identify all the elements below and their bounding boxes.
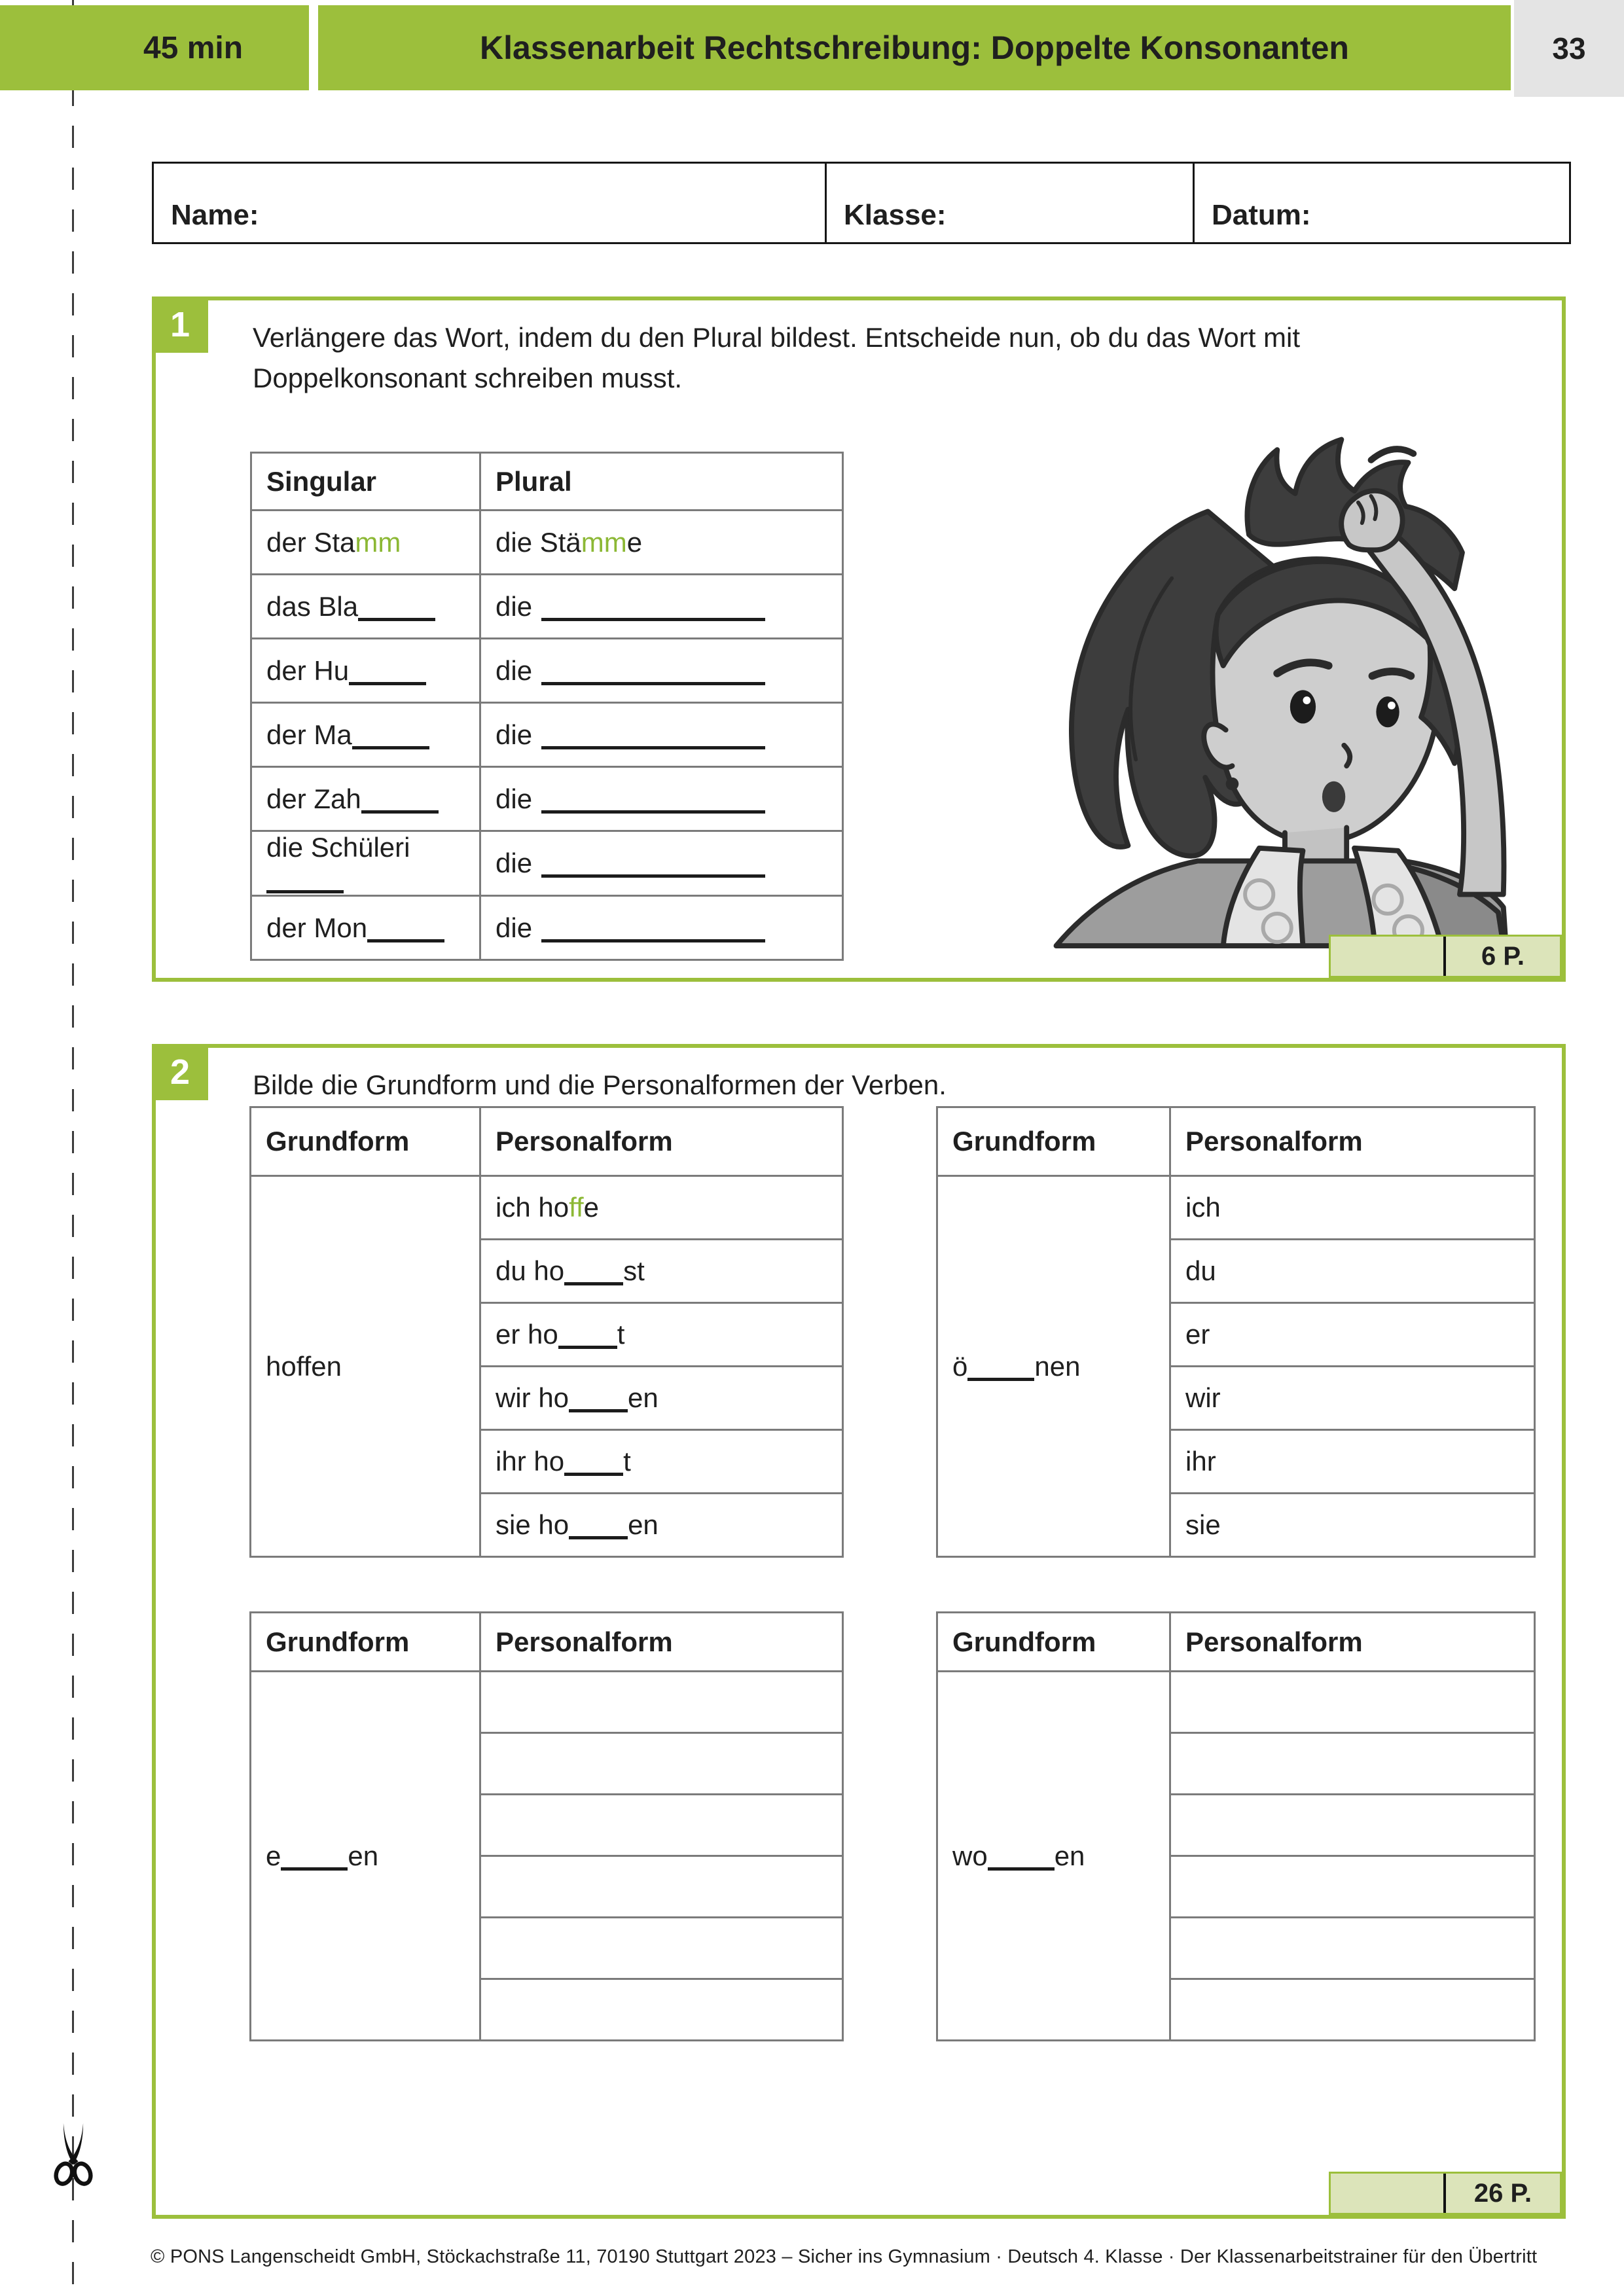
grundform-cell: hoffen <box>251 1176 480 1557</box>
table-row: der Ma die <box>251 703 843 767</box>
name-field[interactable] <box>154 164 827 242</box>
table-row: wir <box>937 1367 1535 1430</box>
score-entry-cell[interactable] <box>1331 2174 1446 2213</box>
fill-blank[interactable] <box>349 682 426 685</box>
verb-table-hoffen <box>249 1106 844 1558</box>
fill-blank[interactable] <box>541 746 765 749</box>
task-1-instruction: Verlängere das Wort, indem du den Plural bildest. Entscheide nun, ob du das Wort mit Doppelkonsonant schreiben musst. <box>253 322 1301 393</box>
table-row: der Hu die <box>251 639 843 703</box>
fill-blank[interactable] <box>541 618 765 621</box>
task-2-number: 2 <box>170 1052 190 1092</box>
table-row: sie <box>937 1494 1535 1557</box>
table-row <box>937 1672 1535 1733</box>
table-row: er <box>937 1303 1535 1367</box>
empty-answer-cell[interactable] <box>480 1795 843 1856</box>
empty-answer-cell[interactable] <box>1170 1856 1535 1918</box>
table-row: der Mon die <box>251 896 843 960</box>
copyright-footer: © PONS Langenscheidt GmbH, Stöckachstraße 11, 70190 Stuttgart 2023 – Sicher ins Gymnasium · Deutsch 4. Klasse · Der Klassenarbeitstrainer für den Übertritt <box>151 2246 1538 2267</box>
table-header-row <box>251 453 843 511</box>
table-row: du <box>937 1240 1535 1303</box>
table-header-row <box>251 1107 843 1176</box>
table-row: ihr <box>937 1430 1535 1494</box>
page-title-bar <box>318 5 1511 90</box>
table-row: hoffen ich hoffe <box>251 1176 843 1240</box>
empty-answer-cell[interactable] <box>1170 1979 1535 2041</box>
task-1-number-badge <box>152 296 208 353</box>
task-2-instruction: Bilde die Grundform und die Personalformen der Verben. <box>253 1069 947 1100</box>
student-info-table <box>152 162 1571 244</box>
fill-blank[interactable] <box>352 746 429 749</box>
duration-box <box>0 5 309 90</box>
grundform-header: Grundform <box>251 1613 480 1672</box>
grundform-cell: ö nen <box>937 1176 1170 1557</box>
fill-blank[interactable] <box>361 810 439 814</box>
empty-answer-cell[interactable] <box>480 1733 843 1795</box>
table-header-row <box>937 1107 1535 1176</box>
personalform-header: Personalform <box>1170 1107 1535 1176</box>
empty-answer-cell[interactable] <box>1170 1918 1535 1979</box>
grundform-header: Grundform <box>937 1613 1170 1672</box>
fill-blank[interactable] <box>569 1536 628 1539</box>
table-row: wir ho en <box>251 1367 843 1430</box>
empty-answer-cell[interactable] <box>1170 1795 1535 1856</box>
fill-blank[interactable] <box>281 1867 348 1871</box>
name-label: Name: <box>171 199 259 231</box>
table-row: er ho t <box>251 1303 843 1367</box>
klasse-field[interactable] <box>827 164 1195 242</box>
personalform-header: Personalform <box>1170 1613 1535 1672</box>
table-row: sie ho en <box>251 1494 843 1557</box>
klasse-label: Klasse: <box>844 199 947 231</box>
singular-plural-table <box>250 452 844 961</box>
grundform-header: Grundform <box>251 1107 480 1176</box>
empty-answer-cell[interactable] <box>480 1979 843 2041</box>
empty-answer-cell[interactable] <box>480 1856 843 1918</box>
task-2-points-box <box>1329 2172 1562 2215</box>
verb-table-essen <box>249 1611 844 2041</box>
fill-blank[interactable] <box>266 890 344 893</box>
fill-blank[interactable] <box>367 939 444 942</box>
fill-blank[interactable] <box>358 618 435 621</box>
table-row: das Bla die <box>251 575 843 639</box>
datum-field[interactable] <box>1195 164 1569 242</box>
duration-label: 45 min <box>143 30 244 65</box>
task-1-box <box>152 296 1566 982</box>
fill-blank[interactable] <box>558 1346 617 1349</box>
page-number: 33 <box>1552 31 1586 65</box>
fill-blank[interactable] <box>564 1473 623 1476</box>
table-row: ö nen ich <box>937 1176 1535 1240</box>
singular-header: Singular <box>251 453 480 511</box>
table-header-row <box>251 1613 843 1672</box>
girl-illustration <box>977 422 1521 948</box>
table-row: ihr ho t <box>251 1430 843 1494</box>
task-2-number-badge <box>152 1044 208 1100</box>
plural-header: Plural <box>480 453 843 511</box>
table-row: die Schüleri die <box>251 831 843 896</box>
task-1-number: 1 <box>170 305 190 344</box>
datum-label: Datum: <box>1212 199 1311 231</box>
table-row: du ho st <box>251 1240 843 1303</box>
fill-blank[interactable] <box>569 1409 628 1412</box>
table-row-example: der Stamm die Stämme <box>251 511 843 575</box>
fill-blank[interactable] <box>541 682 765 685</box>
highlighted-consonants: mm <box>581 526 627 558</box>
empty-answer-cell[interactable] <box>1170 1672 1535 1733</box>
page-number-box <box>1514 0 1624 97</box>
task-1-points-box <box>1329 935 1562 978</box>
cut-line <box>72 0 74 2296</box>
grundform-cell: e en <box>251 1672 480 2041</box>
personalform-header: Personalform <box>480 1107 843 1176</box>
table-header-row <box>937 1613 1535 1672</box>
points-total: 26 P. <box>1473 2178 1532 2208</box>
empty-answer-cell[interactable] <box>480 1672 843 1733</box>
grundform-cell: wo en <box>937 1672 1170 2041</box>
verb-table-wollen <box>936 1611 1536 2041</box>
empty-answer-cell[interactable] <box>1170 1733 1535 1795</box>
highlighted-consonants: mm <box>355 526 401 558</box>
empty-answer-cell[interactable] <box>480 1918 843 1979</box>
fill-blank[interactable] <box>564 1282 623 1285</box>
scissors-icon <box>48 2122 98 2186</box>
fill-blank[interactable] <box>541 939 765 942</box>
grundform-header: Grundform <box>937 1107 1170 1176</box>
verb-table-oeffnen <box>936 1106 1536 1558</box>
fill-blank[interactable] <box>988 1867 1055 1871</box>
fill-blank[interactable] <box>541 874 765 878</box>
fill-blank[interactable] <box>541 810 765 814</box>
points-total: 6 P. <box>1481 941 1525 971</box>
table-row <box>251 1672 843 1733</box>
fill-blank[interactable] <box>967 1378 1034 1381</box>
personalform-header: Personalform <box>480 1613 843 1672</box>
page-title: Klassenarbeit Rechtschreibung: Doppelte Konsonanten <box>480 29 1349 66</box>
highlighted-consonants: ff <box>569 1192 584 1223</box>
table-row: der Zah die <box>251 767 843 831</box>
task-2-box <box>152 1044 1566 2219</box>
score-entry-cell[interactable] <box>1331 937 1446 976</box>
